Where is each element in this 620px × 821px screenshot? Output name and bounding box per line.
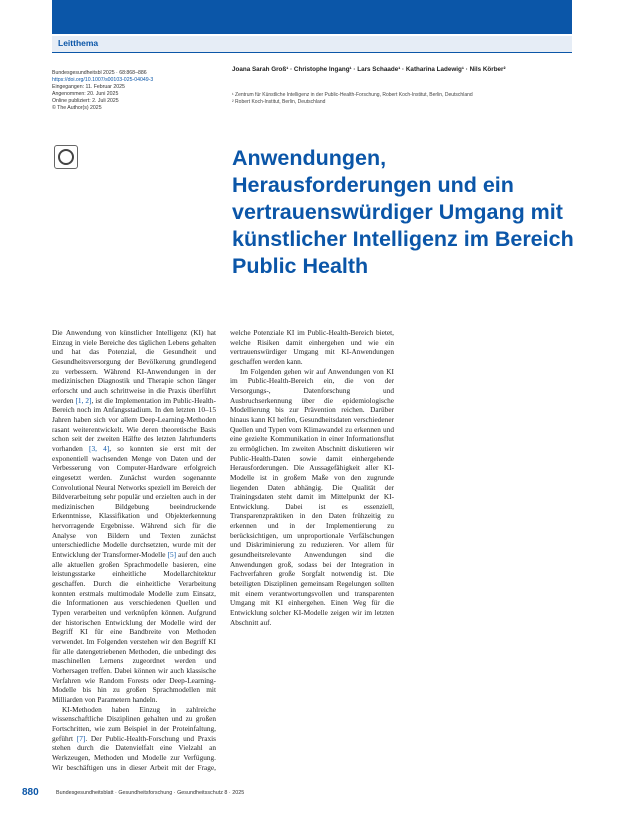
paragraph-2: KI-Methoden haben Einzug in zahlreiche wissenschaftliche Disziplinen gehalten und zu großen Fortschritten, wie zum Beispiel in der Proteinfaltung, geführt [7]. Der Public-Health-Forschung und Praxis stehen durch die Datenvielfalt eine Vielzahl an Werkzeugen, Methoden und Modelle zur Verfügung. Wir beschäftigen uns in dieser Arbeit mit der Frage, welche Potenziale KI im Public-Health-Bereich bietet, welche Risiken damit einhergehen und wie ein vertrauenswürdiger Umgang mit KI-Anwendungen geschaffen werden kann. <box>52 328 394 772</box>
page-number: 880 <box>22 787 39 798</box>
affiliations <box>232 92 572 106</box>
footer-journal: Bundesgesundheitsblatt · Gesundheitsforschung · Gesundheitsschutz 8 · 2025 <box>56 790 245 796</box>
affiliation-2: ² Robert Koch-Institut, Berlin, Deutschland <box>232 98 326 105</box>
paragraph-1: Die Anwendung von künstlicher Intelligenz (KI) hat Einzug in viele Bereiche des täglichen Lebens gehalten und hat das Potenzial, die Gesundheit und Gesundheitsversorgung der Bevölkerung grundlegend zu verbessern. Während KI-Anwendungen in der medizinischen Diagnostik und Therapie schon länger erforscht und auch schrittweise in die Praxis überführt werden [1, 2], ist die Implementation im Public-Health-Bereich noch im Anfangsstadium. In den letzten 10–15 Jahren haben sich vor allem Deep-Learning-Methoden rasant weiterentwickelt. Wie deren theoretische Basis schon seit der zweiten Hälfte des letzten Jahrhunderts vorhanden [3, 4], so konnten sie erst mit der exponentiell wachsenden Menge von Daten und der Verbesserung von Computer-Hardware erfolgreich eingesetzt werden. Zunächst wurden sogenannte Convolutional Neural Networks speziell im Bereich der Bildverarbeitung sehr populär und erzielten auch in der medizinischen Bildgebung beeindruckende Erkenntnisse, Klassifikation und Objekterkennung hervorragende Ergebnisse. Während sich für die Analyse von Bildern und Texten zunächst unterschiedliche Modelle durchsetzten, wurde mit der Entwicklung der Transformer-Modelle [5] auf den auch alle aktuellen großen Sprachmodelle basieren, eine leistungsstarke einheitliche Modellarchitektur geschaffen. Durch die einheitliche Verarbeitung konnten erstmals multimodale Modelle zum Einsatz, die Informationen aus verschiedenen Quellen und Typen verarbeiten und verknüpfen können. Aufgrund der historischen Entwicklung der Modelle wird der Begriff KI für eine Bandbreite von Methoden verwendet. Im Folgenden verstehen wir den Begriff KI für alle datengetriebenen Methoden, die unbedingt des maschinellen Lernens zugeordnet werden und Vorhersagen treffen. Dabei können wir auch klassische Verfahren wie Random Forests oder Deep-Learning-Modelle bis hin zu großen Sprachmodellen mit Milliarden von Parametern handeln. <box>52 328 216 704</box>
section-label-text: Leitthema <box>58 38 99 48</box>
affiliation-1: ¹ Zentrum für Künstliche Intelligenz in der Public-Health-Forschung, Robert Koch-Institut, Berlin, Deutschland <box>232 92 473 98</box>
journal-line: Bundesgesundheitsbl 2025 · 68:868–886 <box>52 70 147 76</box>
article-body <box>52 328 572 778</box>
citation-link[interactable]: [5] <box>167 550 177 560</box>
author-list: Joana Sarah Groß¹ · Christophe Ingang¹ · Lars Schaade¹ · Katharina Ladewig¹ · Nils Körber² <box>232 66 506 73</box>
paragraph-3: Im Folgenden gehen wir auf Anwendungen von KI im Public-Health-Bereich ein, die von der Versorgungs-, Datenforschung und Ausbruchserkennung über die epidemiologische Modellierung bis zur Prävention reichen. Darüber hinaus kann KI helfen, Gesundheitsdaten verschiedener Quellen und Typen vom Klimawandel zu erkennen und eine gezielte Kommunikation in einer Informationsflut zu ermöglichen. Im zweiten Abschnitt diskutieren wir Public-Health-Daten sowie damit einhergehende Herausforderungen. Die Aussagefähigkeit aller KI-Modelle ist in großem Maße von den zugrunde liegenden Daten abhängig. Die Qualität der Trainingsdaten steht damit im Mittelpunkt der KI-Entwicklung. Dabei ist es essenziell, Transparenzpraktiken in den Daten frühzeitig zu erkennen und in der Implementierung zu berücksichtigen, um unproportionale Verfälschungen und Diskriminierung zu reduzieren. Vor allem für gesundheitsrelevante Anwendungen sind die Anwendungen groß, sodass bei der Integration in Fachverfahren große Sorgfalt notwendig ist. Die beteiligten Disziplinen gemeinsam Regelungen sollten mit einem verantwortungsvollen und transparenten Umgang mit KI einhergehen. Einen Weg für die Entwicklung solcher KI-Modelle zeigen wir im letzten Abschnitt auf. <box>230 366 394 627</box>
open-access-icon <box>54 145 78 169</box>
section-label <box>52 36 572 53</box>
doi-link[interactable]: https://doi.org/10.1007/s00103-025-04049-3 <box>52 77 154 83</box>
accepted-date: Angenommen: 20. Juni 2025 <box>52 91 119 97</box>
citation-link[interactable]: [1, 2] <box>75 395 92 405</box>
published-date: Online publiziert: 2. Juli 2025 <box>52 98 119 104</box>
citation-link[interactable]: [3, 4] <box>89 443 110 453</box>
copyright: © The Author(s) 2025 <box>52 105 102 111</box>
article-meta <box>52 70 212 112</box>
received-date: Eingegangen: 11. Februar 2025 <box>52 84 125 90</box>
article-title: Anwendungen, Herausforderungen und ein vertrauenswürdiger Umgang mit künstlicher Intelligenz im Bereich Public Health <box>232 146 574 278</box>
citation-link[interactable]: [7] <box>76 733 86 743</box>
page-footer <box>22 787 582 801</box>
header-bar <box>52 0 572 34</box>
